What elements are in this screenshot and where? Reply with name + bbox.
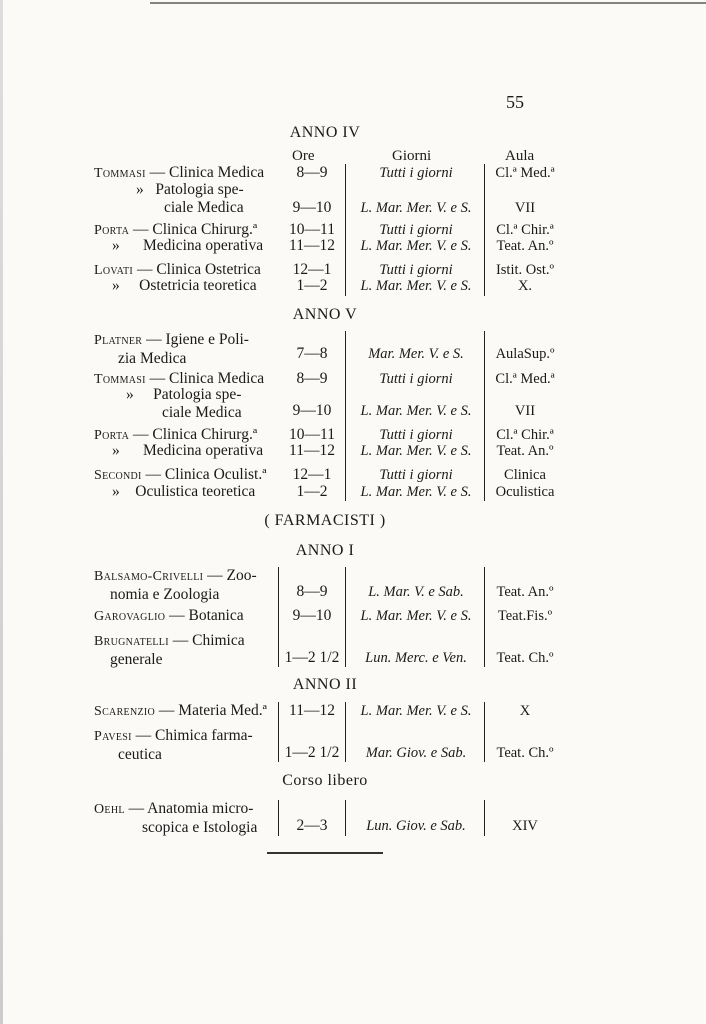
professor-name: Porta — [94, 428, 130, 443]
professor-name: Balsamo-Crivelli — [94, 569, 204, 584]
course-title: — Zoo- — [203, 567, 257, 584]
days-cell: Lun. Merc. e Ven. — [365, 650, 467, 666]
room-cell: Oculistica — [495, 484, 555, 500]
course-title: Ostetricia teoretica — [139, 277, 257, 294]
days-cell: Tutti i giorni — [379, 262, 453, 278]
course-title-line2: ciale Medica — [164, 199, 244, 216]
professor-name: Lovati — [94, 263, 134, 278]
hours-cell: 11—12 — [289, 702, 335, 719]
course-title: — Clinica Medica — [145, 164, 265, 181]
column-divider — [345, 702, 346, 762]
section-title-anno-2: ANNO II — [292, 676, 358, 693]
hours-cell: 2—3 — [296, 817, 328, 834]
room-cell: Teat. Ch.º — [496, 650, 554, 666]
hours-cell: 12—1 — [292, 261, 332, 278]
room-cell: Teat.Fis.º — [497, 608, 553, 624]
column-divider — [345, 567, 346, 667]
course-name — [112, 237, 277, 255]
days-cell: L. Mar. Mer. V. e S. — [360, 484, 472, 500]
room-cell: Cl.ª Med.ª — [495, 371, 555, 387]
room-cell: Istit. Ost.º — [495, 262, 555, 278]
days-cell: Tutti i giorni — [379, 165, 453, 181]
course-title: — Clinica Oculist.ª — [141, 466, 267, 483]
ditto-mark: » — [112, 442, 120, 459]
course-title: Medicina operativa — [143, 237, 264, 254]
course-name — [94, 800, 274, 837]
course-title: — Igiene e Poli- — [142, 331, 249, 348]
column-divider — [484, 800, 485, 836]
section-title-corso-libero: Corso libero — [282, 772, 368, 789]
column-divider — [278, 567, 279, 667]
hours-cell: 9—10 — [292, 607, 332, 624]
course-title-line2: scopica e Istologia — [142, 819, 258, 836]
room-cell: Teat. An.º — [496, 584, 554, 600]
hours-cell: 12—1 — [292, 466, 332, 483]
room-cell: X — [519, 703, 531, 719]
ditto-mark: » — [112, 483, 120, 500]
course-name — [94, 632, 274, 669]
professor-name: Tommasi — [94, 372, 146, 387]
course-title-line2: ceutica — [118, 746, 162, 763]
room-cell: Cl.ª Chir.ª — [496, 427, 554, 443]
course-name — [136, 181, 276, 217]
column-divider — [484, 567, 485, 667]
room-cell: Teat. An.º — [496, 238, 554, 254]
hours-cell: 10—11 — [289, 426, 335, 443]
course-title: — Botanica — [165, 607, 244, 624]
section-title-anno-1: ANNO I — [295, 542, 355, 559]
hours-cell: 1—2 1/2 — [284, 744, 340, 761]
hours-cell: 7—8 — [296, 345, 328, 362]
course-name — [126, 386, 276, 422]
room-cell: Teat. An.º — [496, 443, 554, 459]
room-cell: Clinica — [504, 467, 546, 483]
column-divider — [484, 164, 485, 296]
days-cell: Lun. Giov. e Sab. — [366, 818, 466, 834]
section-title-anno-4: ANNO IV — [289, 124, 361, 141]
col-header-aula: Aula — [505, 148, 535, 164]
course-title: — Clinica Medica — [145, 370, 265, 387]
course-title: — Chimica farma- — [131, 727, 253, 744]
hours-cell: 8—9 — [296, 583, 328, 600]
hours-cell: 1—2 — [296, 277, 328, 294]
days-cell: L. Mar. Mer. V. e S. — [360, 238, 472, 254]
course-title: Patologia spe- — [153, 386, 242, 403]
professor-name: Secondi — [94, 468, 142, 483]
days-cell: L. Mar. V. e Sab. — [368, 584, 464, 600]
professor-name: Brugnatelli — [94, 634, 169, 649]
professor-name: Porta — [94, 223, 130, 238]
room-cell: Cl.ª Med.ª — [495, 165, 555, 181]
ditto-mark: » — [136, 181, 144, 198]
hours-cell: 11—12 — [289, 442, 335, 459]
column-divider — [484, 702, 485, 762]
page-number: 55 — [506, 92, 524, 112]
room-cell: AulaSup.º — [495, 346, 555, 362]
room-cell: X. — [517, 278, 533, 294]
course-title-line2: generale — [110, 651, 163, 668]
days-cell: Tutti i giorni — [379, 467, 453, 483]
days-cell: Tutti i giorni — [379, 427, 453, 443]
days-cell: Tutti i giorni — [379, 371, 453, 387]
professor-name: Oehl — [94, 802, 125, 817]
hours-cell: 1—2 1/2 — [284, 649, 340, 666]
course-title: — Materia Med.ª — [155, 702, 267, 719]
top-rule — [150, 2, 706, 4]
days-cell: L. Mar. Mer. V. e S. — [360, 703, 472, 719]
ditto-mark: » — [112, 237, 120, 254]
page-edge — [0, 0, 3, 1024]
course-title: — Anatomia micro- — [124, 800, 254, 817]
ditto-mark: » — [112, 277, 120, 294]
course-title: Medicina operativa — [143, 442, 264, 459]
course-name — [94, 727, 274, 764]
professor-name: Tommasi — [94, 166, 146, 181]
course-name — [112, 483, 277, 501]
course-name — [112, 442, 277, 460]
course-title: — Clinica Chirurg.ª — [129, 221, 258, 238]
hours-cell: 8—9 — [296, 370, 328, 387]
closing-rule — [267, 852, 383, 854]
hours-cell: 9—10 — [292, 402, 332, 419]
col-header-giorni: Giorni — [392, 148, 432, 164]
course-name — [94, 702, 274, 721]
hours-cell: 10—11 — [289, 221, 335, 238]
course-title: — Clinica Ostetrica — [133, 261, 261, 278]
hours-cell: 8—9 — [296, 164, 328, 181]
room-cell: VII — [514, 403, 536, 419]
course-title-line2: zia Medica — [118, 350, 187, 367]
days-cell: Mar. Mer. V. e S. — [368, 346, 464, 362]
course-title: — Chimica — [168, 632, 245, 649]
hours-cell: 1—2 — [296, 483, 328, 500]
section-title-anno-5: ANNO V — [292, 306, 358, 323]
days-cell: L. Mar. Mer. V. e S. — [360, 443, 472, 459]
days-cell: L. Mar. Mer. V. e S. — [360, 608, 472, 624]
col-header-ore: Ore — [292, 148, 315, 164]
hours-cell: 11—12 — [289, 237, 335, 254]
days-cell: L. Mar. Mer. V. e S. — [360, 278, 472, 294]
room-cell: XIV — [512, 818, 538, 834]
section-title-farmacisti: ( FARMACISTI ) — [264, 512, 386, 529]
course-title: — Clinica Chirurg.ª — [129, 426, 258, 443]
days-cell: L. Mar. Mer. V. e S. — [360, 403, 472, 419]
course-title-line2: ciale Medica — [162, 404, 242, 421]
professor-name: Platner — [94, 333, 143, 348]
course-name — [112, 277, 277, 295]
room-cell: Cl.ª Chir.ª — [496, 222, 554, 238]
hours-cell: 9—10 — [292, 199, 332, 216]
column-divider — [278, 800, 279, 836]
course-name — [94, 607, 274, 626]
days-cell: Mar. Giov. e Sab. — [365, 745, 467, 761]
days-cell: L. Mar. Mer. V. e S. — [360, 200, 472, 216]
room-cell: Teat. Ch.º — [496, 745, 554, 761]
column-divider — [278, 702, 279, 762]
course-title: Patologia spe- — [155, 181, 244, 198]
column-divider — [345, 164, 346, 296]
professor-name: Scarenzio — [94, 704, 156, 719]
course-title-line2: nomia e Zoologia — [110, 586, 220, 603]
column-divider — [484, 331, 485, 501]
course-name — [94, 567, 274, 604]
column-divider — [345, 800, 346, 836]
room-cell: VII — [514, 200, 536, 216]
professor-name: Pavesi — [94, 729, 132, 744]
course-title: Oculistica teoretica — [135, 483, 256, 500]
course-name — [94, 331, 274, 368]
days-cell: Tutti i giorni — [379, 222, 453, 238]
column-divider — [345, 331, 346, 501]
ditto-mark: » — [126, 386, 134, 403]
professor-name: Garovaglio — [94, 609, 166, 624]
